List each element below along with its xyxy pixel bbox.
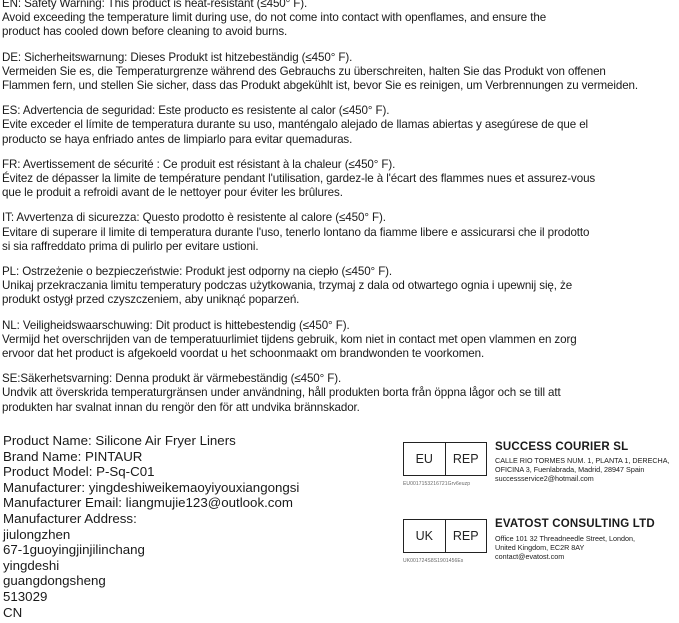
address-line: Office 101 32 Threadneedle Street, London, <box>495 534 635 543</box>
address-line: OFICINA 3, Fuenlabrada, Madrid, 28947 Spain <box>495 465 645 475</box>
warning-line: IT: Avvertenza di sicurezza: Questo prodotto è resistente al calore (≤450° F). <box>2 211 386 225</box>
product-name: Product Name: Silicone Air Fryer Liners <box>3 433 236 448</box>
warning-line: produkt ostygł przed czyszczeniem, aby uniknąć poparzeń. <box>2 293 300 307</box>
product-model: Product Model: P-Sq-C01 <box>3 464 155 480</box>
rep-label: REP <box>452 452 479 466</box>
uk-rep-email: contact@evatost.com <box>495 552 565 562</box>
uk-rep-registration: UK001724S8S1901456Es <box>403 558 464 564</box>
warning-nl <box>2 319 679 362</box>
warning-line: Avoid exceeding the temperature limit during use, do not come into contact with openflames, and ensure the <box>2 11 547 25</box>
eu-rep-symbol <box>403 442 487 476</box>
warning-line: Undvik att överskrida temperaturgränsen under användning, håll produkten borta från öppna lågor och se till att <box>2 386 561 400</box>
warning-line: Évitez de dépasser la limite de température pendant l'utilisation, gardez-le à l'écart des flammes nues et assurez-vous <box>2 172 596 186</box>
uk-rep-address <box>495 534 679 562</box>
warning-line: NL: Veiligheidswaarschuwing: Dit product is hittebestendig (≤450° F). <box>2 318 350 332</box>
warning-line: product has cooled down before cleaning to avoid burns. <box>2 25 288 39</box>
warning-line: Evitare di superare il limite di temperatura durante l'uso, tenerlo lontano da fiamme libere e assicurarsi che il prodotto <box>2 225 590 239</box>
warning-line: Evite exceder el límite de temperatura durante su uso, manténgalo alejado de llamas abiertas y asegúrese de que el <box>2 118 589 132</box>
address-line: United Kingdom, EC2R 8AY <box>495 543 585 553</box>
warning-line: Vermijd het overschrijden van de temperatuurlimiet tijdens gebruik, kom niet in contact met open vlammen en zorg <box>2 332 577 346</box>
warning-it <box>2 211 679 254</box>
uk-code: UK <box>404 520 446 552</box>
safety-warnings <box>2 0 679 426</box>
eu-code: EU <box>404 443 446 475</box>
eu-rep-registration: EU0017153216721Grv6euzp <box>403 481 471 487</box>
manufacturer-email: Manufacturer Email: liangmujie123@outlook.com <box>3 495 293 511</box>
uk-rep-symbol <box>403 519 487 553</box>
address-line: jiulongzhen <box>3 526 71 542</box>
warning-line: si sia raffreddato prima di pulirlo per evitare ustioni. <box>2 239 259 253</box>
uk-rep-company <box>495 518 679 562</box>
warning-en <box>2 0 679 40</box>
rep-label: REP <box>452 529 479 543</box>
warning-line: EN: Safety Warning: This product is heat-resistant (≤450° F). <box>2 0 308 10</box>
eu-rep-email: successservice2@hotmail.com <box>495 474 594 484</box>
warning-fr <box>2 158 679 201</box>
address-line: CALLE RIO TORMES NUM. 1, PLANTA 1, DERECHA, <box>495 456 670 465</box>
warning-line: ES: Advertencia de seguridad: Este producto es resistente al calor (≤450° F). <box>2 104 390 118</box>
warning-line: ervoor dat het product is afgekoeld voordat u het schoonmaakt om brandwonden te voorkomen. <box>2 347 485 361</box>
manufacturer-address-label: Manufacturer Address: <box>3 510 137 526</box>
brand-name: Brand Name: PINTAUR <box>3 448 143 464</box>
warning-se <box>2 372 679 415</box>
address-line: 67-1guoyingjinjilinchang <box>3 542 145 558</box>
warning-line: SE:Säkerhetsvarning: Denna produkt är värmebeständig (≤450° F). <box>2 372 342 386</box>
warning-line: producto se haya enfriado antes de limpiarlo para evitar quemaduras. <box>2 132 353 146</box>
address-line: yingdeshi <box>3 557 60 573</box>
manufacturer: Manufacturer: yingdeshiweikemaoyiyouxiangongsi <box>3 479 300 495</box>
address-postcode: 513029 <box>3 588 48 604</box>
eu-rep-company <box>495 441 679 484</box>
warning-line: produkten har svalnat innan du rengör den för att undvika brännskador. <box>2 400 360 414</box>
warning-line: Unikaj przekraczania limitu temperatury podczas użytkowania, trzymaj z dala od otwartego ognia i upewnij się, że <box>2 279 573 293</box>
warning-line: FR: Avertissement de sécurité : Ce produit est résistant à la chaleur (≤450° F). <box>2 157 396 171</box>
address-line: guangdongsheng <box>3 573 106 589</box>
warning-line: Vermeiden Sie es, die Temperaturgrenze während des Gebrauchs zu überschreiten, halten Sie das Produkt von offenen <box>2 64 606 78</box>
eu-rep-company-name: SUCCESS COURIER SL <box>495 441 629 453</box>
warning-es <box>2 104 679 147</box>
product-info <box>3 433 299 620</box>
warning-pl <box>2 265 679 308</box>
warning-line: PL: Ostrzeżenie o bezpieczeństwie: Produkt jest odporny na ciepło (≤450° F). <box>2 265 393 279</box>
eu-rep-address <box>495 456 679 484</box>
warning-line: que le produit a refroidi avant de le nettoyer pour éviter les brûlures. <box>2 186 343 200</box>
warning-de <box>2 51 679 94</box>
warning-line: DE: Sicherheitswarnung: Dieses Produkt ist hitzebeständig (≤450° F). <box>2 50 353 64</box>
address-country: CN <box>3 604 23 620</box>
uk-rep-company-name: EVATOST CONSULTING LTD <box>495 518 655 530</box>
warning-line: Flammen fern, und stellen Sie sicher, dass das Produkt abgekühlt ist, bevor Sie es reinigen, um Verbrennungen zu vermeiden. <box>2 79 639 93</box>
